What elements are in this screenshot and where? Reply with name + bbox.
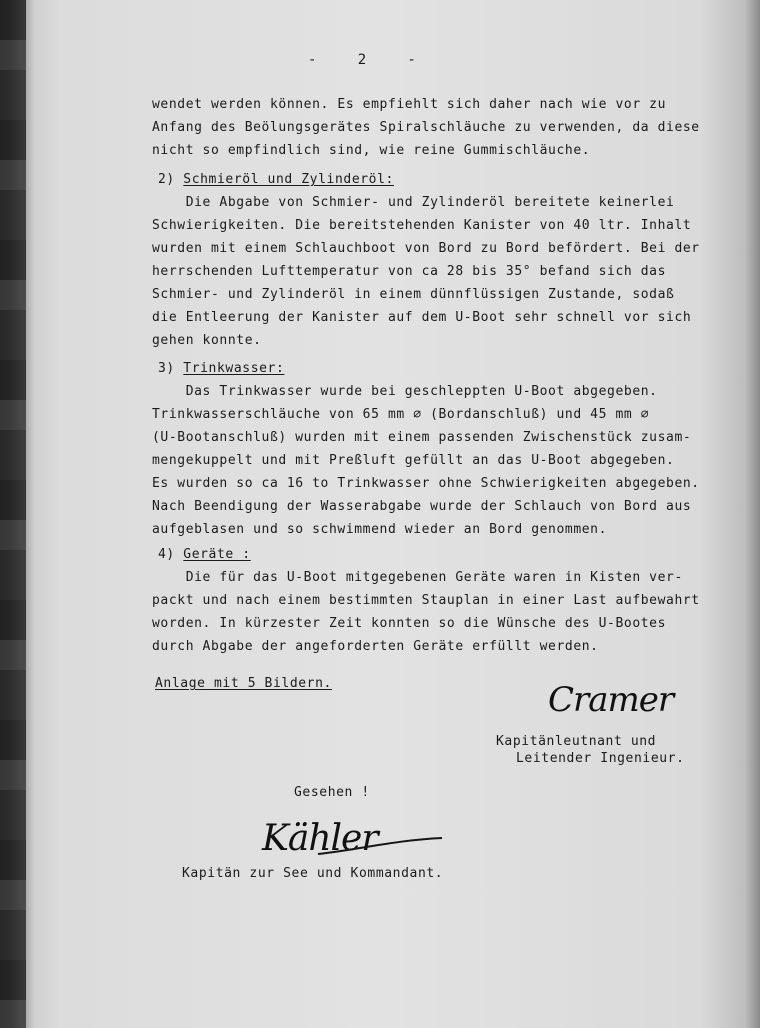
section-line: Es wurden so ca 16 to Trinkwasser ohne Schwierigkeiten abgegeben. <box>152 476 700 491</box>
section-line: Schmier- und Zylinderöl in einem dünnflüssigen Zustande, sodaß <box>152 287 675 302</box>
section-line: Das Trinkwasser wurde bei geschleppten U-Boot abgegeben. <box>152 384 658 399</box>
binding-edge <box>0 0 26 1028</box>
section-line: worden. In kürzester Zeit konnten so die Wünsche des U-Bootes <box>152 616 667 631</box>
section-line: Nach Beendigung der Wasserabgabe wurde der Schlauch von Bord aus <box>152 499 692 514</box>
section-title: Schmieröl und Zylinderöl: <box>183 172 394 187</box>
intro-line: nicht so empfindlich sind, wie reine Gummischläuche. <box>152 143 591 158</box>
section-heading <box>158 547 251 562</box>
section-heading <box>158 172 394 187</box>
enclosure-note: Anlage mit 5 Bildern. <box>155 676 332 691</box>
section-line: Trinkwasserschläuche von 65 mm ∅ (Bordanschluß) und 45 mm ∅ <box>152 407 650 422</box>
section-line: mengekuppelt und mit Preßluft gefüllt an das U-Boot abgegeben. <box>152 453 675 468</box>
section-line: durch Abgabe der angeforderten Geräte erfüllt werden. <box>152 639 599 654</box>
section-line: die Entleerung der Kanister auf dem U-Boot sehr schnell vor sich <box>152 310 692 325</box>
section-line: Die Abgabe von Schmier- und Zylinderöl bereitete keinerlei <box>152 195 675 210</box>
section-line: (U-Bootanschluß) wurden mit einem passenden Zwischenstück zusam- <box>152 430 692 445</box>
intro-line: wendet werden können. Es empfiehlt sich daher nach wie vor zu <box>152 97 667 112</box>
section-number: 2) <box>158 172 184 187</box>
signatory1-title-line1: Kapitänleutnant und <box>496 734 657 749</box>
section-title: Trinkwasser: <box>183 361 285 376</box>
section-line: aufgeblasen und so schwimmend wieder an Bord genommen. <box>152 522 608 537</box>
section-heading <box>158 361 284 376</box>
section-line: Die für das U-Boot mitgegebenen Geräte waren in Kisten ver- <box>152 570 683 585</box>
signature-stroke <box>316 832 446 862</box>
signatory1-title-line2: Leitender Ingenieur. <box>516 751 685 766</box>
section-line: packt und nach einem bestimmten Stauplan in einer Last aufbewahrt <box>152 593 700 608</box>
page-number: - 2 - <box>308 52 420 68</box>
section-line: Schwierigkeiten. Die bereitstehenden Kanister von 40 ltr. Inhalt <box>152 218 692 233</box>
seen-note: Gesehen ! <box>294 785 370 800</box>
intro-line: Anfang des Beölungsgerätes Spiralschläuche zu verwenden, da diese <box>152 120 700 135</box>
document-page <box>26 0 760 1028</box>
section-number: 3) <box>158 361 184 376</box>
signatory2-title: Kapitän zur See und Kommandant. <box>182 866 444 881</box>
section-line: wurden mit einem Schlauchboot von Bord zu Bord befördert. Bei der <box>152 241 700 256</box>
section-line: gehen konnte. <box>152 333 262 348</box>
signature-kaehler: Kähler <box>262 818 378 859</box>
section-title: Geräte : <box>183 547 251 562</box>
section-line: herrschenden Lufttemperatur von ca 28 bis 35° befand sich das <box>152 264 667 279</box>
section-number: 4) <box>158 547 184 562</box>
signature-cramer: Cramer <box>548 680 674 720</box>
